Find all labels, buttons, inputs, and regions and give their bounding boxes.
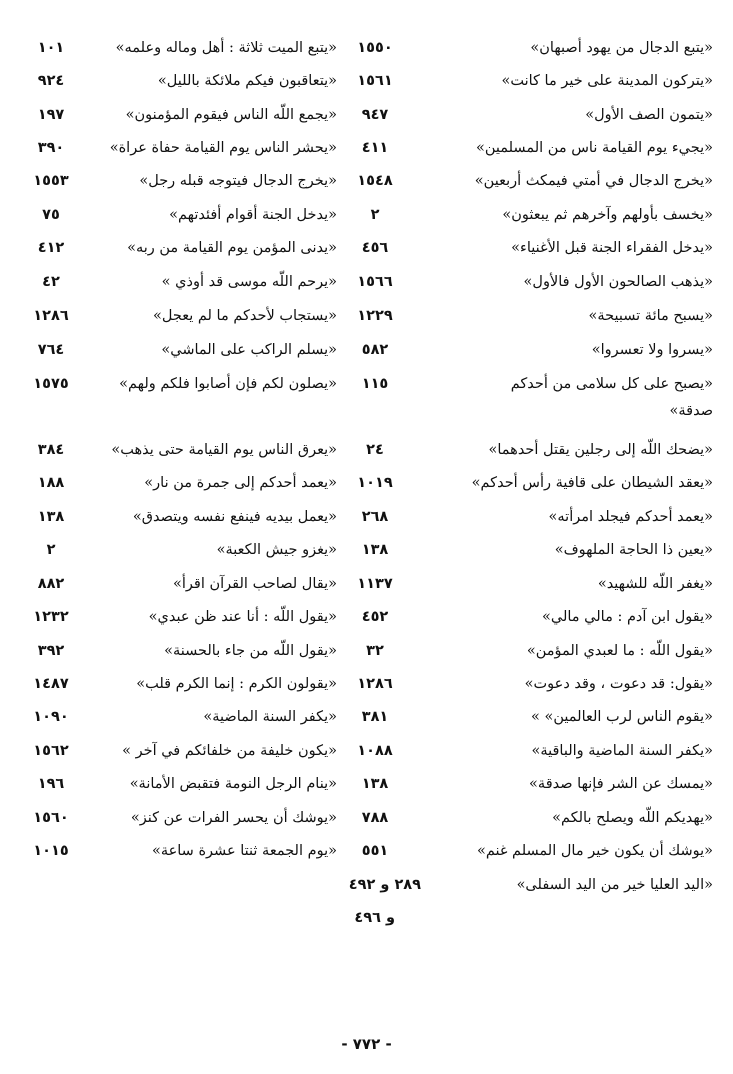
hadith-text: «يجمع اللّه الناس فيقوم المؤمنون» (125, 107, 337, 123)
index-row (0, 233, 733, 263)
page-ref: ١٠١ (37, 40, 65, 56)
hadith-text: «يحشر الناس يوم القيامة حفاة عراة» (109, 140, 337, 156)
page-ref: ١٠٨٨ (357, 743, 393, 759)
index-row-continuation (0, 396, 733, 426)
page-ref: ١٣٨ (361, 542, 389, 558)
page-ref: ٧٦٤ (37, 342, 65, 358)
hadith-text: «يقولون الكرم : إنما الكرم قلب» (136, 676, 337, 692)
hadith-text: «يعمل بيديه فينفع نفسه ويتصدق» (132, 509, 337, 525)
hadith-text: «يضحك اللّه إلى رجلين يقتل أحدهما» (488, 442, 713, 458)
page-ref: ١٠١٩ (357, 475, 393, 491)
page-ref: ١٥٦٢ (33, 743, 69, 759)
page-ref: ٣٢ (366, 643, 384, 659)
hadith-text: «يوم الجمعة ثنتا عشرة ساعة» (151, 843, 337, 859)
index-row (0, 569, 733, 599)
hadith-text: «يدنى المؤمن يوم القيامة من ربه» (127, 240, 337, 256)
hadith-text: «يتعاقبون فيكم ملائكة بالليل» (157, 73, 337, 89)
hadith-text: «يخسف بأولهم وآخرهم ثم يبعثون» (502, 207, 713, 223)
index-row (0, 66, 733, 96)
index-row (0, 803, 733, 833)
page-ref: ١١٥ (361, 376, 389, 392)
hadith-text: «يسبح مائة تسبيحة» (588, 308, 713, 324)
hadith-text: «يستجاب لأحدكم ما لم يعجل» (153, 308, 337, 324)
page-ref: ٢٤ (366, 442, 384, 458)
index-row (0, 602, 733, 632)
hadith-text: «يكفر السنة الماضية والباقية» (531, 743, 713, 759)
index-row (0, 301, 733, 331)
page-ref: ٤٥٦ (361, 240, 389, 256)
index-row (0, 267, 733, 297)
hadith-text: «يتمون الصف الأول» (585, 107, 713, 123)
index-row (0, 100, 733, 130)
index-row (0, 636, 733, 666)
index-row (0, 335, 733, 365)
page-ref: ٢ (46, 542, 56, 558)
hadith-text: «يسروا ولا تعسروا» (591, 342, 713, 358)
page-ref: ١٥٦٠ (33, 810, 69, 826)
page-ref: ٧٥ (42, 207, 60, 223)
hadith-text: «ينام الرجل النومة فتقبض الأمانة» (129, 776, 337, 792)
page-ref: ١٢٢٩ (357, 308, 393, 324)
index-row-last (0, 870, 733, 900)
hadith-text: «يقول: قد دعوت ، وقد دعوت» (524, 676, 713, 692)
hadith-text: «يعمد أحدكم إلى جمرة من نار» (144, 475, 337, 491)
page-ref: ٩٤٧ (361, 107, 389, 123)
hadith-text: «يمسك عن الشر فإنها صدقة» (529, 776, 713, 792)
page-ref: ١٣٨ (37, 509, 65, 525)
page-ref: ٣٩٠ (37, 140, 65, 156)
page-ref: ١٥٦١ (357, 73, 393, 89)
page-ref: ١٥٧٥ (33, 376, 69, 392)
index-row (0, 535, 733, 565)
hadith-text-continuation: صدقة» (669, 403, 713, 419)
hadith-text: «يقول اللّه من جاء بالحسنة» (164, 643, 337, 659)
page-ref: ١٥٥٠ (357, 40, 393, 56)
index-row (0, 502, 733, 532)
page-ref: ١٩٧ (37, 107, 65, 123)
index-row (0, 166, 733, 196)
index-row (0, 836, 733, 866)
hadith-text: «يقال لصاحب القرآن اقرأ» (173, 576, 337, 592)
hadith-text: «اليد العليا خير من اليد السفلى» (516, 877, 713, 893)
index-row (0, 468, 733, 498)
hadith-text: «يذهب الصالحون الأول فالأول» (523, 274, 713, 290)
index-row (0, 33, 733, 63)
index-row (0, 200, 733, 230)
page-refs: ٢٨٩ و ٤٩٢ (348, 877, 421, 893)
hadith-text: «يعمد أحدكم فيجلد امرأته» (548, 509, 713, 525)
hadith-text: «يعقد الشيطان على قافية رأس أحدكم» (471, 475, 713, 491)
page-ref: ٤٢ (42, 274, 60, 290)
page-ref: ١٩٦ (37, 776, 65, 792)
hadith-text: «يسلم الراكب على الماشي» (161, 342, 337, 358)
hadith-text: «يغفر اللّه للشهيد» (597, 576, 713, 592)
page-ref: ٣٨١ (361, 709, 389, 725)
page-ref: ٤٥٢ (361, 609, 389, 625)
hadith-text: «يخرج الدجال في أمتي فيمكث أربعين» (474, 173, 713, 189)
page-ref: ١٤٨٧ (33, 676, 69, 692)
page-ref: ٣٨٤ (37, 442, 65, 458)
page-ref: ٢ (370, 207, 380, 223)
page-ref: ٤١١ (361, 140, 389, 156)
page-ref: ١٥٤٨ (357, 173, 393, 189)
hadith-text: «يقوم الناس لرب العالمين» » (531, 709, 713, 725)
index-row (0, 702, 733, 732)
page-number: - ٧٧٢ - (341, 1035, 392, 1053)
page-ref: ٨٨٢ (37, 576, 65, 592)
hadith-text: «يوشك أن يكون خير مال المسلم غنم» (476, 843, 713, 859)
hadith-text: «يوشك أن يحسر الفرات عن كنز» (130, 810, 337, 826)
index-row (0, 769, 733, 799)
page-ref: ١٥٥٣ (33, 173, 69, 189)
page-ref: ١٠٩٠ (33, 709, 69, 725)
hadith-text: «يخرج الدجال فيتوجه قبله رجل» (139, 173, 337, 189)
page-ref: ١٠١٥ (33, 843, 69, 859)
index-row (0, 133, 733, 163)
hadith-text: «يقول اللّه : أنا عند ظن عبدي» (148, 609, 337, 625)
page-ref: ١٨٨ (37, 475, 65, 491)
page-ref: ٧٨٨ (361, 810, 389, 826)
page-ref: ١١٣٧ (357, 576, 393, 592)
page-ref: ٤١٢ (37, 240, 65, 256)
hadith-text: «يعرق الناس يوم القيامة حتى يذهب» (111, 442, 337, 458)
hadith-text: «يتركون المدينة على خير ما كانت» (501, 73, 713, 89)
index-row (0, 369, 733, 399)
hadith-text: «يتبع الميت ثلاثة : أهل وماله وعلمه» (115, 40, 337, 56)
hadith-text: «يصبح على كل سلامى من أحدكم (510, 376, 713, 392)
page-refs-continuation: و ٤٩٦ (354, 910, 395, 926)
page-ref: ١٢٨٦ (33, 308, 69, 324)
hadith-text: «يرحم اللّه موسى قد أوذي » (161, 274, 337, 290)
page-ref: ١٥٦٦ (357, 274, 393, 290)
index-row (0, 435, 733, 465)
hadith-text: «يقول ابن آدم : مالي مالي» (541, 609, 713, 625)
hadith-text: «يدخل الفقراء الجنة قبل الأغنياء» (511, 240, 713, 256)
page-ref: ١٣٨ (361, 776, 389, 792)
hadith-text: «يكون خليفة من خلفائكم في آخر » (122, 743, 337, 759)
hadith-text: «يعين ذا الحاجة الملهوف» (554, 542, 713, 558)
hadith-text: «يقول اللّه : ما لعبدي المؤمن» (526, 643, 713, 659)
page-ref: ١٢٣٢ (33, 609, 69, 625)
hadith-text: «يجيء يوم القيامة ناس من المسلمين» (475, 140, 713, 156)
hadith-text: «يكفر السنة الماضية» (203, 709, 337, 725)
page-ref: ٣٩٢ (37, 643, 65, 659)
hadith-text: «يدخل الجنة أقوام أفئدتهم» (169, 207, 337, 223)
index-row (0, 736, 733, 766)
hadith-text: «يهديكم اللّه ويصلح بالكم» (552, 810, 713, 826)
index-row-last-continuation (0, 903, 733, 933)
hadith-text: «يغزو جيش الكعبة» (216, 542, 337, 558)
page-ref: ٥٨٢ (361, 342, 389, 358)
hadith-text: «يتبع الدجال من يهود أصبهان» (530, 40, 713, 56)
page-ref: ٥٥١ (361, 843, 389, 859)
page-ref: ١٢٨٦ (357, 676, 393, 692)
page-ref: ٢٦٨ (361, 509, 389, 525)
index-row (0, 669, 733, 699)
page-ref: ٩٢٤ (37, 73, 65, 89)
hadith-text: «يصلون لكم فإن أصابوا فلكم ولهم» (119, 376, 337, 392)
